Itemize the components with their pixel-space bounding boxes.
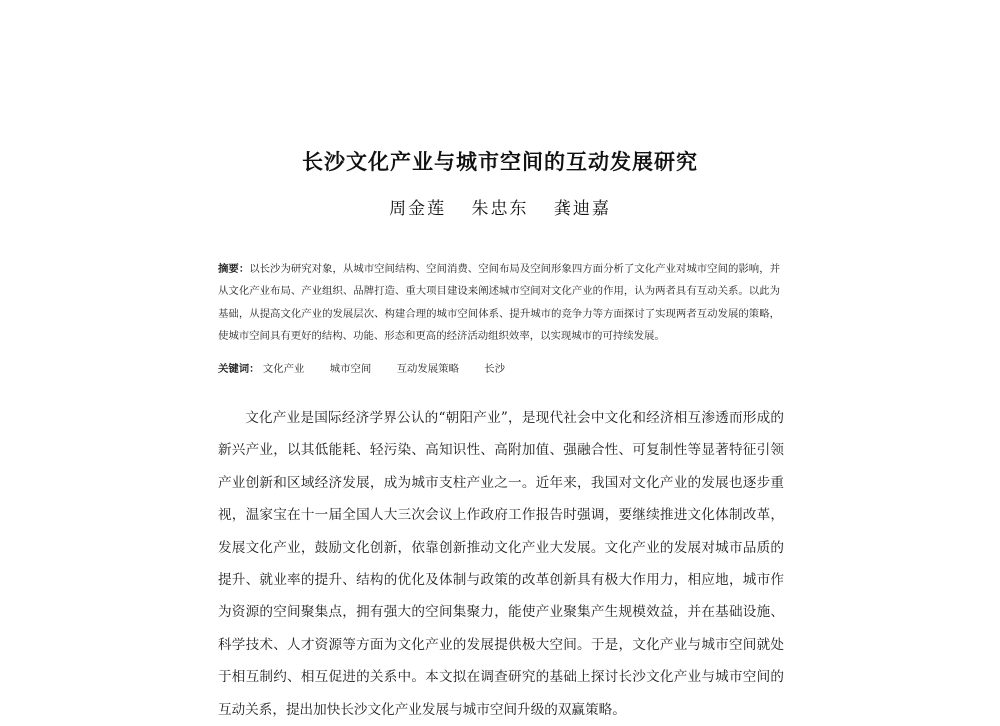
abstract [218, 258, 780, 347]
author-name: 朱忠东 [471, 199, 529, 219]
keyword: 互动发展策略 [396, 363, 459, 375]
abstract-label: 摘要： [218, 263, 250, 275]
keyword: 城市空间 [329, 363, 372, 375]
body-paragraph: 文化产业是国际经济学界公认的“朝阳产业”，是现代社会中文化和经济相互渗透而形成的新兴产业，以其低能耗、轻污染、高知识性、高附加值、强融合性、可复制性等显著特征引领产业创新和区域经济发展，成为城市支柱产业之一。近年来，我国对文化产业的发展也逐步重视，温家宝在十一届全国人大三次会议上作政府工作报告时强调，要继续推进文化体制改革，发展文化产业，鼓励文化创新，依靠创新推动文化产业大发展。文化产业的发展对城市品质的提升、就业率的提升、结构的优化及体制与政策的改革创新具有极大作用力，相应地，城市作为资源的空间聚集点，拥有强大的空间集聚力，能使产业聚集产生规模效益，并在基础设施、科学技术、人才资源等方面为文化产业的发展提供极大空间。于是，文化产业与城市空间就处于相互制约、相互促进的关系中。本文拟在调查研究的基础上探讨长沙文化产业与城市空间的互动关系，提出加快长沙文化产业发展与城市空间升级的双赢策略。 [218, 410, 784, 718]
author-name: 龚迪嘉 [553, 199, 611, 219]
abstract-text: 以长沙为研究对象，从城市空间结构、空间消费、空间布局及空间形象四方面分析了文化产业对城市空间的影响，并从文化产业布局、产业组织、品牌打造、重大项目建设来阐述城市空间对文化产业的作用，认为两者具有互动关系。以此为基础，从提高文化产业的发展层次、构建合理的城市空间体系、提升城市的竞争力等方面探讨了实现两者互动发展的策略，使城市空间具有更好的结构、功能、形态和更高的经济活动组织效率，以实现城市的可持续发展。 [218, 263, 781, 342]
keyword: 长沙 [484, 363, 506, 375]
paper-title: 长沙文化产业与城市空间的互动发展研究 [302, 150, 698, 174]
keywords-label: 关键词： [218, 363, 260, 375]
author-list [200, 194, 800, 219]
keywords [218, 361, 780, 377]
author-name: 周金莲 [389, 199, 447, 219]
keyword: 文化产业 [262, 363, 305, 375]
